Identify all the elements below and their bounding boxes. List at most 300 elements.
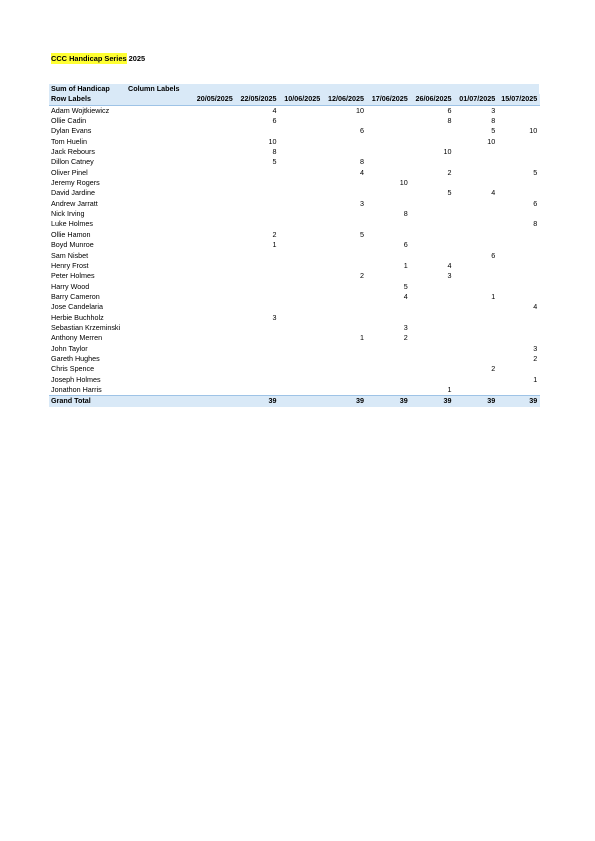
handicap-cell xyxy=(454,282,498,292)
handicap-cell: 8 xyxy=(491,116,496,126)
handicap-cell: 2 xyxy=(272,229,277,239)
handicap-cell xyxy=(454,199,498,209)
handicap-cell xyxy=(497,157,539,167)
handicap-cell xyxy=(191,199,235,209)
date-column-header: 10/06/2025 xyxy=(279,94,323,105)
rider-name: Peter Holmes xyxy=(51,271,95,281)
handicap-cell: 10 xyxy=(443,147,452,157)
handicap-cell xyxy=(322,188,366,198)
handicap-cell xyxy=(366,219,410,229)
handicap-cell xyxy=(235,209,279,219)
handicap-cell xyxy=(191,168,235,178)
handicap-cell xyxy=(191,105,235,116)
table-row xyxy=(49,385,540,396)
handicap-cell xyxy=(235,126,279,136)
handicap-cell xyxy=(539,137,540,147)
date-column-header: 12/06/2025 xyxy=(322,94,366,105)
handicap-cell xyxy=(366,385,410,396)
handicap-cell xyxy=(322,178,366,188)
handicap-cell xyxy=(322,219,366,229)
handicap-cell: 4 xyxy=(533,302,538,312)
handicap-cell xyxy=(539,209,540,219)
rider-name: Ollie Hamon xyxy=(51,229,91,239)
handicap-cell xyxy=(454,333,498,343)
handicap-cell xyxy=(454,219,498,229)
handicap-cell xyxy=(497,364,539,374)
handicap-cell xyxy=(279,137,323,147)
table-row xyxy=(49,168,540,178)
handicap-cell xyxy=(539,364,540,374)
rider-name: Dillon Catney xyxy=(51,157,94,167)
handicap-cell: 39 xyxy=(497,396,539,407)
handicap-cell: 6 xyxy=(360,126,364,136)
table-row xyxy=(49,219,540,229)
handicap-cell xyxy=(235,292,279,302)
handicap-cell: 4 xyxy=(447,260,452,270)
handicap-cell xyxy=(454,240,498,250)
handicap-cell xyxy=(454,147,498,157)
handicap-cell: 6 xyxy=(403,240,408,250)
handicap-cell xyxy=(410,364,454,374)
table-row xyxy=(49,240,540,250)
rider-name: Sam Nisbet xyxy=(51,250,89,260)
handicap-cell xyxy=(454,302,498,312)
handicap-cell xyxy=(366,230,410,240)
rider-name: Henry Frost xyxy=(51,260,89,270)
handicap-cell xyxy=(366,147,410,157)
rider-name: Joseph Holmes xyxy=(51,374,101,384)
handicap-cell xyxy=(235,188,279,198)
handicap-cell: 5 xyxy=(491,126,496,136)
handicap-cell xyxy=(454,344,498,354)
handicap-cell xyxy=(454,271,498,281)
handicap-cell xyxy=(235,178,279,188)
handicap-cell xyxy=(366,199,410,209)
handicap-cell xyxy=(454,261,498,271)
handicap-cell: 39 xyxy=(366,396,410,407)
handicap-cell xyxy=(366,302,410,312)
handicap-cell xyxy=(322,116,366,126)
handicap-cell xyxy=(279,282,323,292)
handicap-cell xyxy=(279,344,323,354)
rider-name: Boyd Munroe xyxy=(51,240,94,250)
rider-name: Harry Wood xyxy=(51,281,90,291)
handicap-cell xyxy=(322,385,366,396)
handicap-cell xyxy=(235,385,279,396)
handicap-cell xyxy=(279,230,323,240)
handicap-cell xyxy=(410,323,454,333)
handicap-cell xyxy=(322,302,366,312)
handicap-cell xyxy=(235,364,279,374)
handicap-cell xyxy=(454,375,498,385)
handicap-cell xyxy=(191,354,235,364)
handicap-cell: 10 xyxy=(268,136,277,146)
handicap-cell xyxy=(454,168,498,178)
page-title xyxy=(51,54,145,63)
handicap-cell xyxy=(410,240,454,250)
handicap-cell xyxy=(454,323,498,333)
handicap-cell xyxy=(279,364,323,374)
handicap-cell: 10 xyxy=(356,105,364,115)
handicap-cell xyxy=(191,396,235,407)
handicap-cell xyxy=(279,271,323,281)
rider-name: Jeremy Rogers xyxy=(51,178,100,188)
rider-name: Tom Huelin xyxy=(51,136,87,146)
handicap-cell xyxy=(410,157,454,167)
handicap-cell xyxy=(279,209,323,219)
rider-name: Dylan Evans xyxy=(51,126,92,136)
handicap-cell xyxy=(497,333,539,343)
handicap-cell xyxy=(539,188,540,198)
handicap-cell xyxy=(279,313,323,323)
handicap-cell: 4 xyxy=(491,188,496,198)
row-labels-label[interactable]: Row Labels xyxy=(49,94,191,105)
handicap-cell xyxy=(497,240,539,250)
table-row xyxy=(49,302,540,312)
handicap-cell xyxy=(497,313,539,323)
handicap-cell xyxy=(539,240,540,250)
handicap-cell: 8 xyxy=(403,209,408,219)
handicap-cell xyxy=(454,157,498,167)
handicap-cell xyxy=(410,126,454,136)
handicap-cell: 8 xyxy=(533,219,538,229)
handicap-cell: 1 xyxy=(491,291,496,301)
table-row xyxy=(49,157,540,167)
handicap-cell: 10 xyxy=(487,136,496,146)
handicap-cell: 39 xyxy=(322,396,366,407)
handicap-cell xyxy=(539,271,540,281)
handicap-cell xyxy=(410,199,454,209)
handicap-cell xyxy=(539,333,540,343)
handicap-cell xyxy=(279,354,323,364)
handicap-cell xyxy=(235,219,279,229)
handicap-cell xyxy=(191,385,235,396)
handicap-cell xyxy=(366,354,410,364)
handicap-cell xyxy=(497,251,539,261)
handicap-cell xyxy=(322,282,366,292)
handicap-cell xyxy=(322,147,366,157)
handicap-cell xyxy=(539,251,540,261)
handicap-cell xyxy=(366,375,410,385)
handicap-cell: 4 xyxy=(403,291,408,301)
handicap-cell xyxy=(497,147,539,157)
handicap-cell xyxy=(497,116,539,126)
handicap-cell xyxy=(410,292,454,302)
handicap-cell xyxy=(322,209,366,219)
handicap-cell xyxy=(235,333,279,343)
handicap-cell xyxy=(539,385,540,396)
table-row xyxy=(49,344,540,354)
handicap-cell xyxy=(539,323,540,333)
rider-name: Gareth Hughes xyxy=(51,353,100,363)
handicap-cell xyxy=(191,157,235,167)
handicap-cell xyxy=(410,375,454,385)
handicap-cell xyxy=(322,344,366,354)
handicap-cell xyxy=(279,251,323,261)
handicap-cell: 3 xyxy=(447,271,452,281)
handicap-cell xyxy=(366,344,410,354)
handicap-cell xyxy=(279,147,323,157)
handicap-cell xyxy=(497,178,539,188)
table-row xyxy=(49,313,540,323)
handicap-cell xyxy=(539,292,540,302)
table-row xyxy=(49,126,540,136)
handicap-cell xyxy=(497,188,539,198)
handicap-cell xyxy=(366,126,410,136)
table-row xyxy=(49,209,540,219)
handicap-cell xyxy=(279,126,323,136)
handicap-cell xyxy=(191,230,235,240)
handicap-cell: 2 xyxy=(533,353,538,363)
handicap-cell xyxy=(279,178,323,188)
handicap-cell xyxy=(235,354,279,364)
handicap-cell xyxy=(322,313,366,323)
handicap-cell: 2 xyxy=(403,333,408,343)
rider-name: Oliver Pinel xyxy=(51,167,88,177)
handicap-cell xyxy=(191,240,235,250)
rider-name: Adam Wojtkiewicz xyxy=(51,105,110,115)
handicap-cell xyxy=(279,292,323,302)
handicap-cell: 1 xyxy=(360,333,364,343)
handicap-cell xyxy=(410,354,454,364)
pivot-header-row xyxy=(49,84,540,94)
handicap-cell xyxy=(322,251,366,261)
rider-name: Herbie Buchholz xyxy=(51,312,104,322)
handicap-cell xyxy=(366,157,410,167)
handicap-cell xyxy=(322,364,366,374)
handicap-cell xyxy=(191,323,235,333)
handicap-cell xyxy=(191,137,235,147)
table-row xyxy=(49,261,540,271)
handicap-cell xyxy=(191,313,235,323)
rider-name: Jonathon Harris xyxy=(51,384,102,394)
handicap-cell: 5 xyxy=(533,167,538,177)
date-column-header: 17/06/2025 xyxy=(366,94,410,105)
handicap-cell xyxy=(497,292,539,302)
handicap-cell xyxy=(410,333,454,343)
handicap-cell xyxy=(539,282,540,292)
handicap-cell xyxy=(235,168,279,178)
handicap-cell: 3 xyxy=(533,343,538,353)
handicap-cell xyxy=(279,116,323,126)
handicap-cell xyxy=(322,261,366,271)
handicap-cell xyxy=(366,116,410,126)
handicap-cell xyxy=(191,302,235,312)
handicap-cell xyxy=(279,396,323,407)
handicap-cell xyxy=(191,116,235,126)
rider-name: Anthony Merren xyxy=(51,333,103,343)
handicap-cell xyxy=(539,105,540,116)
handicap-cell xyxy=(322,375,366,385)
handicap-cell xyxy=(539,219,540,229)
handicap-cell: 5 xyxy=(447,188,452,198)
rider-name: Jose Candelaria xyxy=(51,302,103,312)
handicap-cell xyxy=(497,230,539,240)
rider-name: Luke Holmes xyxy=(51,219,93,229)
table-row xyxy=(49,137,540,147)
handicap-cell: 6 xyxy=(272,116,277,126)
handicap-cell xyxy=(454,178,498,188)
handicap-cell xyxy=(279,240,323,250)
handicap-cell xyxy=(539,178,540,188)
handicap-cell xyxy=(539,168,540,178)
handicap-cell xyxy=(279,323,323,333)
handicap-cell xyxy=(366,364,410,374)
handicap-cell: 8 xyxy=(447,116,452,126)
handicap-cell xyxy=(279,188,323,198)
handicap-cell xyxy=(410,137,454,147)
table-row xyxy=(49,188,540,198)
handicap-cell xyxy=(497,282,539,292)
handicap-cell xyxy=(191,251,235,261)
pivot-table xyxy=(49,84,540,407)
handicap-cell xyxy=(454,354,498,364)
handicap-cell xyxy=(279,261,323,271)
handicap-cell: 3 xyxy=(491,105,496,115)
handicap-cell xyxy=(235,375,279,385)
rider-name: John Taylor xyxy=(51,343,88,353)
handicap-cell xyxy=(539,116,540,126)
handicap-cell xyxy=(497,209,539,219)
handicap-cell xyxy=(322,137,366,147)
handicap-cell xyxy=(539,313,540,323)
handicap-cell xyxy=(497,105,539,116)
handicap-cell xyxy=(410,178,454,188)
date-column-header: 15/07/2025 xyxy=(497,94,539,105)
handicap-cell: 4 xyxy=(272,105,277,115)
handicap-cell: 10 xyxy=(529,126,538,136)
handicap-cell xyxy=(191,364,235,374)
handicap-cell xyxy=(279,333,323,343)
handicap-cell xyxy=(539,375,540,385)
rider-name: David Jardine xyxy=(51,188,95,198)
table-row xyxy=(49,230,540,240)
handicap-cell xyxy=(235,251,279,261)
handicap-cell xyxy=(410,209,454,219)
table-row xyxy=(49,323,540,333)
handicap-cell xyxy=(366,313,410,323)
rider-name: Jack Rebours xyxy=(51,147,95,157)
handicap-cell xyxy=(410,313,454,323)
handicap-cell xyxy=(454,385,498,396)
table-row xyxy=(49,282,540,292)
table-row xyxy=(49,178,540,188)
handicap-cell xyxy=(497,323,539,333)
handicap-cell: 6 xyxy=(447,105,452,115)
date-column-header: 01/07/2025 xyxy=(454,94,498,105)
date-column-header: 20/05/2025 xyxy=(191,94,235,105)
handicap-cell xyxy=(191,126,235,136)
handicap-cell xyxy=(410,344,454,354)
handicap-cell xyxy=(539,147,540,157)
handicap-cell xyxy=(191,282,235,292)
handicap-cell xyxy=(191,344,235,354)
table-row xyxy=(49,147,540,157)
handicap-cell: 1 xyxy=(403,260,408,270)
column-labels-label[interactable]: Column Labels xyxy=(126,84,191,94)
handicap-cell: 2 xyxy=(447,167,452,177)
handicap-cell xyxy=(235,271,279,281)
handicap-cell xyxy=(191,188,235,198)
handicap-cell xyxy=(191,147,235,157)
handicap-cell xyxy=(366,137,410,147)
table-row xyxy=(49,333,540,343)
handicap-cell xyxy=(191,333,235,343)
handicap-cell: 6 xyxy=(533,198,538,208)
handicap-cell: 39 xyxy=(410,396,454,407)
handicap-cell xyxy=(191,292,235,302)
date-column-header: 26/06/2025 xyxy=(410,94,454,105)
handicap-cell xyxy=(539,199,540,209)
handicap-cell xyxy=(410,282,454,292)
handicap-cell xyxy=(539,126,540,136)
title-year: 2025 xyxy=(126,54,146,63)
handicap-cell xyxy=(235,261,279,271)
handicap-cell xyxy=(539,344,540,354)
rider-name: Nick Irving xyxy=(51,209,85,219)
handicap-cell xyxy=(497,271,539,281)
handicap-cell xyxy=(539,354,540,364)
handicap-cell xyxy=(410,251,454,261)
table-row xyxy=(49,354,540,364)
handicap-cell: 6 xyxy=(491,250,496,260)
handicap-cell xyxy=(279,157,323,167)
handicap-cell xyxy=(539,302,540,312)
handicap-cell: 2 xyxy=(360,271,364,281)
handicap-cell: 3 xyxy=(360,198,364,208)
handicap-cell xyxy=(279,168,323,178)
handicap-cell: 1 xyxy=(447,384,452,394)
handicap-cell xyxy=(235,199,279,209)
table-row xyxy=(49,375,540,385)
handicap-cell: 5 xyxy=(272,157,277,167)
handicap-cell xyxy=(366,105,410,116)
handicap-cell xyxy=(497,385,539,396)
rider-name: Andrew Jarratt xyxy=(51,198,98,208)
handicap-cell xyxy=(322,354,366,364)
corner-label: Sum of Handicap xyxy=(49,84,126,94)
handicap-cell xyxy=(191,271,235,281)
handicap-cell: 8 xyxy=(360,157,364,167)
handicap-cell xyxy=(191,261,235,271)
table-row xyxy=(49,105,540,116)
handicap-cell xyxy=(410,302,454,312)
handicap-cell xyxy=(366,271,410,281)
table-row xyxy=(49,271,540,281)
table-row xyxy=(49,292,540,302)
handicap-cell xyxy=(497,261,539,271)
rider-name: Ollie Cadin xyxy=(51,116,87,126)
handicap-cell xyxy=(279,302,323,312)
handicap-cell: 5 xyxy=(403,281,408,291)
handicap-cell xyxy=(191,209,235,219)
handicap-cell: 39 xyxy=(454,396,498,407)
handicap-cell: 1 xyxy=(533,374,538,384)
title-highlighted: CCC Handicap Series xyxy=(51,54,127,63)
date-column-header: 22/05/2025 xyxy=(235,94,279,105)
handicap-cell: 4 xyxy=(360,167,364,177)
handicap-cell xyxy=(410,230,454,240)
handicap-cell xyxy=(454,313,498,323)
handicap-cell xyxy=(366,251,410,261)
grand-total-label: Grand Total xyxy=(49,396,191,407)
handicap-cell xyxy=(454,230,498,240)
rider-name: Barry Cameron xyxy=(51,291,100,301)
rider-name: Sebastian Krzeminski xyxy=(51,322,121,332)
grand-total-row xyxy=(49,396,540,407)
table-row xyxy=(49,251,540,261)
table-row xyxy=(49,116,540,126)
